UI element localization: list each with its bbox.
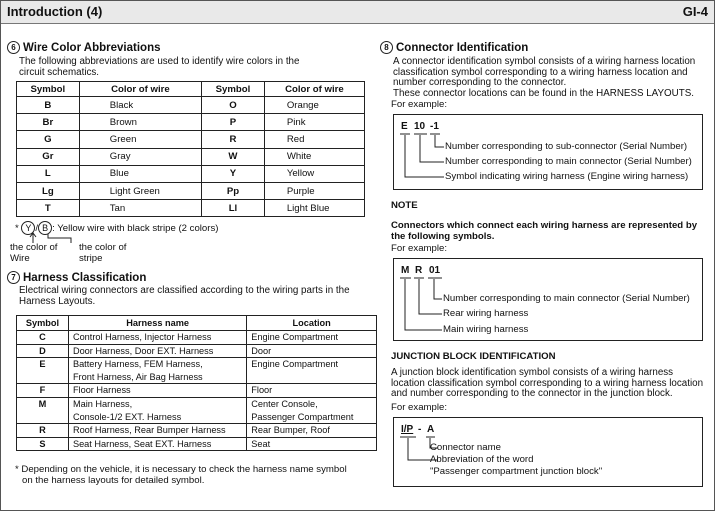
- table-row: [17, 358, 377, 384]
- symbol-cell: Br: [17, 114, 80, 131]
- column-header: Symbol: [17, 316, 69, 331]
- cell-line: Door: [251, 345, 272, 356]
- code-rear-harness: R: [415, 265, 423, 276]
- color-cell: Light Blue: [264, 200, 364, 217]
- symbol-cell: R: [17, 424, 69, 438]
- symbol-cell: W: [202, 148, 265, 165]
- cell-line: Engine Compartment: [251, 359, 339, 370]
- label-line: stripe: [79, 252, 103, 264]
- example-description: : Yellow wire with black stripe (2 colors): [52, 223, 219, 234]
- cell-line: Control Harness, Injector Harness: [72, 332, 212, 342]
- connector-intro: [393, 57, 695, 99]
- cell-line: Front Harness, Air Bag Harness: [72, 371, 203, 382]
- note-line: the following symbols.: [391, 230, 495, 242]
- symbol-cell: O: [202, 97, 265, 114]
- harness-title: [7, 271, 146, 284]
- note-text: [391, 221, 697, 242]
- page-code: GI-4: [682, 4, 708, 19]
- label-main-connector: Number corresponding to main connector (Serial Number): [445, 156, 692, 167]
- color-cell: Yellow: [264, 165, 364, 182]
- table-row: [17, 331, 377, 345]
- harness-name-cell: [68, 424, 246, 438]
- asterisk: *: [15, 223, 19, 234]
- location-cell: [247, 384, 377, 398]
- cell-line: Center Console,: [251, 398, 318, 409]
- symbol-cell: B: [17, 97, 80, 114]
- wire-colors-title-text: Wire Color Abbreviations: [23, 42, 161, 54]
- harness-table: [16, 315, 377, 451]
- label-line: Wire: [10, 252, 30, 264]
- symbol-cell: Y: [202, 165, 265, 182]
- label-abbreviation: Abbreviation of the word: [430, 454, 534, 465]
- slash: /: [35, 223, 39, 234]
- connector-intro-line: classification symbol corresponding to a wiring harness location and: [393, 66, 688, 78]
- for-example-label: For example:: [391, 402, 447, 413]
- harness-rows: [17, 331, 377, 451]
- color-cell: Green: [79, 131, 201, 148]
- cell-line: Seat: [251, 438, 271, 449]
- cell-line: Floor Harness: [72, 385, 131, 396]
- footnote-line: on the harness layouts for detailed symbol.: [22, 474, 205, 486]
- color-cell: Gray: [79, 148, 201, 165]
- for-example-label: For example:: [391, 99, 447, 110]
- junction-text: [391, 368, 703, 400]
- cell-line: Engine Compartment: [251, 332, 339, 342]
- section-number-7: 7: [7, 271, 20, 284]
- table-header-row: [17, 316, 377, 331]
- column-header: Location: [247, 316, 377, 331]
- harness-name-cell: [68, 384, 246, 398]
- location-cell: [247, 331, 377, 345]
- table-row: [17, 424, 377, 438]
- location-cell: [247, 397, 377, 423]
- symbol-cell: G: [17, 131, 80, 148]
- column-header: Color of wire: [264, 82, 364, 97]
- harness-name-cell: [68, 437, 246, 451]
- cell-line: Battery Harness, FEM Harness,: [72, 359, 203, 370]
- harness-title-text: Harness Classification: [23, 272, 147, 284]
- symbol-cell: Lg: [17, 182, 80, 199]
- cell-line: Rear Bumper, Roof: [251, 425, 330, 436]
- symbol-cell: D: [17, 344, 69, 358]
- label-main-connector: Number corresponding to main connector (Serial Number): [443, 293, 690, 304]
- symbol-cell: Gr: [17, 148, 80, 165]
- connector-intro-line: A connector identification symbol consists of a wiring harness location: [393, 56, 696, 67]
- harness-intro-line: Electrical wiring connectors are classified according to the wiring parts in the: [19, 285, 350, 296]
- table-row: [17, 344, 377, 358]
- color-cell: Blue: [79, 165, 201, 182]
- location-cell: [247, 344, 377, 358]
- color-example-leader-lines: [1, 1, 201, 261]
- location-cell: [247, 358, 377, 384]
- symbol-cell: S: [17, 437, 69, 451]
- harness-footnote: [15, 465, 347, 486]
- connector-title: [380, 41, 528, 54]
- code-harness: E: [401, 121, 408, 132]
- label-junction-block-word: "Passenger compartment junction block": [430, 466, 603, 477]
- wire-colors-intro-line: The following abbreviations are used to identify wire colors in the: [19, 56, 300, 67]
- color-y-circle: Y: [21, 221, 35, 235]
- harness-name-cell: [68, 397, 246, 423]
- junction-line: A junction block identification symbol consists of a wiring harness: [391, 367, 674, 378]
- table-row: [17, 384, 377, 398]
- connector-intro-line: number corresponding to the connector.: [393, 77, 567, 89]
- section-number-6: 6: [7, 41, 20, 54]
- label-line: the color of: [10, 242, 58, 253]
- cell-line: Main Harness,: [72, 398, 133, 409]
- symbol-cell: E: [17, 358, 69, 384]
- cell-line: Roof Harness, Rear Bumper Harness: [72, 425, 226, 436]
- code-junction-block: I/P: [401, 424, 414, 435]
- wire-colors-intro-line: circuit schematics.: [19, 66, 100, 78]
- color-cell: Tan: [79, 200, 201, 217]
- label-connector-name: Connector name: [430, 442, 501, 453]
- color-cell: Orange: [264, 97, 364, 114]
- label-rear-harness: Rear wiring harness: [443, 308, 529, 319]
- color-cell: Light Green: [79, 182, 201, 199]
- color-b-circle: B: [38, 221, 52, 235]
- symbol-cell: Ll: [202, 200, 265, 217]
- symbol-cell: F: [17, 384, 69, 398]
- column-header: Harness name: [68, 316, 246, 331]
- harness-intro: [19, 286, 350, 307]
- junction-line: location classification symbol corresponding to a wiring harness location: [391, 377, 704, 389]
- symbol-cell: M: [17, 397, 69, 423]
- symbol-cell: L: [17, 165, 80, 182]
- symbol-cell: R: [202, 131, 265, 148]
- section-number-8: 8: [380, 41, 393, 54]
- symbol-cell: T: [17, 200, 80, 217]
- for-example-label: For example:: [391, 243, 447, 254]
- location-cell: [247, 437, 377, 451]
- symbol-cell: Pp: [202, 182, 265, 199]
- footnote-line: * Depending on the vehicle, it is necessary to check the harness name symbol: [15, 464, 347, 475]
- color-cell: Black: [79, 97, 201, 114]
- color-cell: White: [264, 148, 364, 165]
- junction-block-example-box: [393, 417, 703, 487]
- color-cell: Purple: [264, 182, 364, 199]
- connector-intro-line: These connector locations can be found in the HARNESS LAYOUTS.: [393, 87, 694, 99]
- note-title: NOTE: [391, 200, 418, 211]
- junction-connector-example-box: [393, 258, 703, 341]
- cell-line: Seat Harness, Seat EXT. Harness: [72, 438, 212, 449]
- cell-line: Floor: [251, 385, 273, 396]
- color-cell: Brown: [79, 114, 201, 131]
- column-header: Symbol: [17, 82, 80, 97]
- connector-title-text: Connector Identification: [396, 42, 529, 54]
- code-connector-name: A: [427, 424, 435, 435]
- symbol-cell: P: [202, 114, 265, 131]
- harness-intro-line: Harness Layouts.: [19, 295, 96, 307]
- junction-title: JUNCTION BLOCK IDENTIFICATION: [391, 351, 556, 362]
- color-cell: Pink: [264, 114, 364, 131]
- code-main-harness: M: [401, 265, 410, 276]
- table-row: [17, 397, 377, 423]
- location-cell: [247, 424, 377, 438]
- harness-name-cell: [68, 344, 246, 358]
- junction-line: and number corresponding to the connector in the junction block.: [391, 388, 673, 400]
- code-main: 10: [414, 121, 426, 132]
- code-connector-number: 01: [429, 265, 441, 276]
- code-dash: -: [418, 424, 422, 435]
- column-header: Symbol: [202, 82, 265, 97]
- table-row: [17, 437, 377, 451]
- color-cell: Red: [264, 131, 364, 148]
- harness-name-cell: [68, 331, 246, 345]
- label-line: the color of: [79, 242, 127, 253]
- symbol-cell: C: [17, 331, 69, 345]
- connector-example-box: [393, 114, 703, 190]
- label-harness-symbol: Symbol indicating wiring harness (Engine wiring harness): [445, 171, 689, 182]
- column-header: Color of wire: [79, 82, 201, 97]
- code-sub: -1: [430, 121, 439, 132]
- page-title: Introduction (4): [7, 4, 103, 19]
- note-line: Connectors which connect each wiring harness are represented by: [391, 220, 698, 231]
- cell-line: Console-1/2 EXT. Harness: [72, 411, 182, 422]
- label-main-harness: Main wiring harness: [443, 324, 529, 335]
- harness-name-cell: [68, 358, 246, 384]
- cell-line: Door Harness, Door EXT. Harness: [72, 345, 214, 356]
- label-sub-connector: Number corresponding to sub-connector (Serial Number): [445, 141, 688, 152]
- cell-line: Passenger Compartment: [251, 411, 354, 422]
